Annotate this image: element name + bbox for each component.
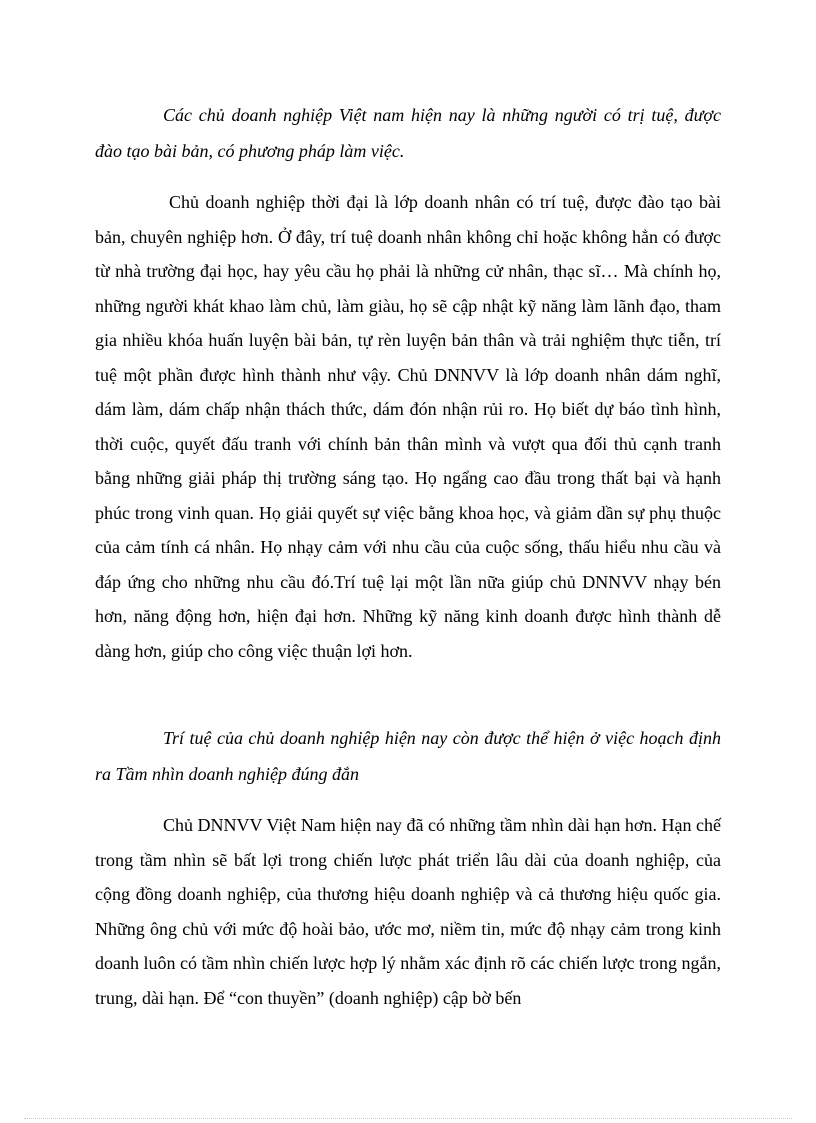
section-heading-2: Trí tuệ của chủ doanh nghiệp hiện nay còn được thể hiện ở việc hoạch định ra Tầm nhìn doanh nghiệp đúng đắn xyxy=(95,728,721,784)
body-paragraph-1: Chủ doanh nghiệp thời đại là lớp doanh nhân có trí tuệ, được đào tạo bài bản, chuyên nghiệp hơn. Ở đây, trí tuệ doanh nhân không chỉ hoặc không hẳn có được từ nhà trường đại học, hay yêu cầu họ phải là những cử nhân, thạc sĩ… Mà chính họ, những người khát khao làm chủ, làm giàu, họ sẽ cập nhật kỹ năng làm lãnh đạo, tham gia nhiều khóa huấn luyện bài bản, tự rèn luyện bản thân và trải nghiệm thực tiễn, trí tuệ một phần được hình thành như vậy. Chủ DNNVV là lớp doanh nhân dám nghĩ, dám làm, dám chấp nhận thách thức, dám đón nhận rủi ro. Họ biết dự báo tình hình, thời cuộc, quyết đấu tranh với chính bản thân mình và vượt qua đối thủ cạnh tranh bằng những giải pháp thị trường sáng tạo. Họ ngẩng cao đầu trong thất bại và hạnh phúc trong vinh quan. Họ giải quyết sự việc bằng khoa học, và giảm dần sự phụ thuộc của cảm tính cá nhân. Họ nhạy cảm với nhu cầu của cuộc sống, thấu hiểu nhu cầu và đáp ứng cho những nhu cầu đó.Trí tuệ lại một lần nữa giúp chủ DNNVV nhạy bén hơn, năng động hơn, hiện đại hơn. Những kỹ năng kinh doanh được hình thành dễ dàng hơn, giúp cho công việc thuận lợi hơn. xyxy=(95,192,721,661)
section-heading-1: Các chủ doanh nghiệp Việt nam hiện nay là những người có trị tuệ, được đào tạo bài bản, có phương pháp làm việc. xyxy=(95,105,721,161)
page-bottom-divider xyxy=(24,1118,792,1119)
body-paragraph-2: Chủ DNNVV Việt Nam hiện nay đã có những tầm nhìn dài hạn hơn. Hạn chế trong tầm nhìn sẽ bất lợi trong chiến lược phát triển lâu dài của doanh nghiệp, của cộng đồng doanh nghiệp, của thương hiệu doanh nghiệp và cả thương hiệu quốc gia. Những ông chủ với mức độ hoài bảo, ước mơ, niềm tin, mức độ nhạy cảm trong kinh doanh luôn có tầm nhìn chiến lược hợp lý nhằm xác định rõ các chiến lược trong ngắn, trung, dài hạn. Để “con thuyền” (doanh nghiệp) cập bờ bến xyxy=(95,815,721,1008)
